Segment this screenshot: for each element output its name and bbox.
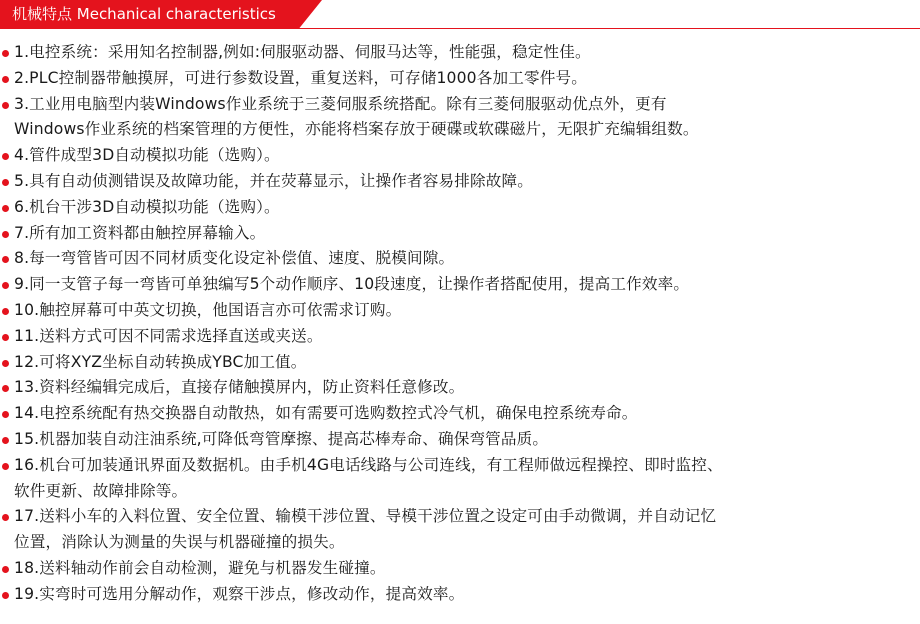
feature-list: [0, 40, 920, 608]
feature-item: [0, 427, 920, 453]
feature-item: [0, 272, 920, 298]
feature-item: [0, 350, 920, 376]
bullet-dot-icon: [2, 50, 9, 57]
feature-item: [0, 169, 920, 195]
feature-item-text: 11.送料方式可因不同需求选择直送或夹送。: [14, 326, 323, 345]
bullet-dot-icon: [2, 256, 9, 263]
feature-item: [0, 195, 920, 221]
bullet-dot-icon: [2, 437, 9, 444]
bullet-dot-icon: [2, 514, 9, 521]
feature-item-text: Windows作业系统的档案管理的方便性，亦能将档案存放于硬碟或软碟磁片，无限扩充编辑组数。: [14, 120, 699, 139]
feature-item-text: 7.所有加工资料都由触控屏幕输入。: [14, 223, 266, 242]
feature-item: [0, 92, 920, 144]
feature-item-text: 6.机台干涉3D自动模拟功能（选购）。: [14, 197, 280, 216]
feature-item-text: 5.具有自动侦测错误及故障功能，并在荧幕显示，让操作者容易排除故障。: [14, 171, 533, 190]
feature-item-text: 17.送料小车的入料位置、安全位置、输模干涉位置、导模干涉位置之设定可由手动微调，并自动记忆: [14, 507, 717, 526]
feature-item: [0, 504, 920, 556]
feature-item-text: 软件更新、故障排除等。: [14, 481, 188, 500]
bullet-dot-icon: [2, 385, 9, 392]
bullet-dot-icon: [2, 179, 9, 186]
feature-item-text: 2.PLC控制器带触摸屏，可进行参数设置，重复送料，可存储1000各加工零件号。: [14, 68, 587, 87]
feature-item-text: 15.机器加装自动注油系统,可降低弯管摩擦、提高芯棒寿命、确保弯管品质。: [14, 429, 549, 448]
feature-item: [0, 582, 920, 608]
feature-item-text: 18.送料轴动作前会自动检测，避免与机器发生碰撞。: [14, 558, 386, 577]
feature-item-text: 8.每一弯管皆可因不同材质变化设定补偿值、速度、脱模间隙。: [14, 249, 455, 268]
bullet-dot-icon: [2, 463, 9, 470]
bullet-dot-icon: [2, 282, 9, 289]
feature-item-text: 3.工业用电脑型内装Windows作业系统于三菱伺服系统搭配。除有三菱伺服驱动优点外，更有: [14, 94, 667, 113]
bullet-dot-icon: [2, 334, 9, 341]
feature-item: [0, 401, 920, 427]
bullet-dot-icon: [2, 76, 9, 83]
bullet-dot-icon: [2, 360, 9, 367]
bullet-dot-icon: [2, 153, 9, 160]
bullet-dot-icon: [2, 308, 9, 315]
header-divider: [0, 28, 920, 29]
feature-item-text: 9.同一支管子每一弯皆可单独编写5个动作顺序、10段速度，让操作者搭配使用，提高工作效率。: [14, 275, 690, 294]
feature-item-text: 13.资料经编辑完成后，直接存储触摸屏内，防止资料任意修改。: [14, 378, 465, 397]
bullet-dot-icon: [2, 205, 9, 212]
bullet-dot-icon: [2, 566, 9, 573]
bullet-dot-icon: [2, 231, 9, 238]
bullet-dot-icon: [2, 102, 9, 109]
feature-item: [0, 324, 920, 350]
feature-item-text: 14.电控系统配有热交换器自动散热，如有需要可选购数控式冷气机，确保电控系统寿命。: [14, 404, 638, 423]
bullet-dot-icon: [2, 592, 9, 599]
feature-item: [0, 453, 920, 505]
feature-item: [0, 40, 920, 66]
feature-item: [0, 375, 920, 401]
feature-item: [0, 556, 920, 582]
feature-item-text: 16.机台可加装通讯界面及数据机。由手机4G电话线路与公司连线，有工程师做远程操控、即时监控、: [14, 455, 723, 474]
feature-item: [0, 246, 920, 272]
section-title: 机械特点 Mechanical characteristics: [12, 5, 276, 23]
feature-item-text: 位置，消除认为测量的失误与机器碰撞的损失。: [14, 533, 345, 552]
feature-item: [0, 143, 920, 169]
feature-item: [0, 66, 920, 92]
feature-item-text: 1.电控系统：采用知名控制器,例如:伺服驱动器、伺服马达等，性能强，稳定性佳。: [14, 43, 591, 61]
feature-item-text: 10.触控屏幕可中英文切换，他国语言亦可依需求订购。: [14, 300, 402, 319]
feature-item-text: 19.实弯时可选用分解动作，观察干涉点，修改动作，提高效率。: [14, 584, 465, 603]
feature-item-text: 4.管件成型3D自动模拟功能（选购）。: [14, 146, 280, 165]
feature-item: [0, 221, 920, 247]
feature-item-text: 12.可将XYZ坐标自动转换成YBC加工值。: [14, 352, 307, 371]
feature-item: [0, 298, 920, 324]
bullet-dot-icon: [2, 411, 9, 418]
